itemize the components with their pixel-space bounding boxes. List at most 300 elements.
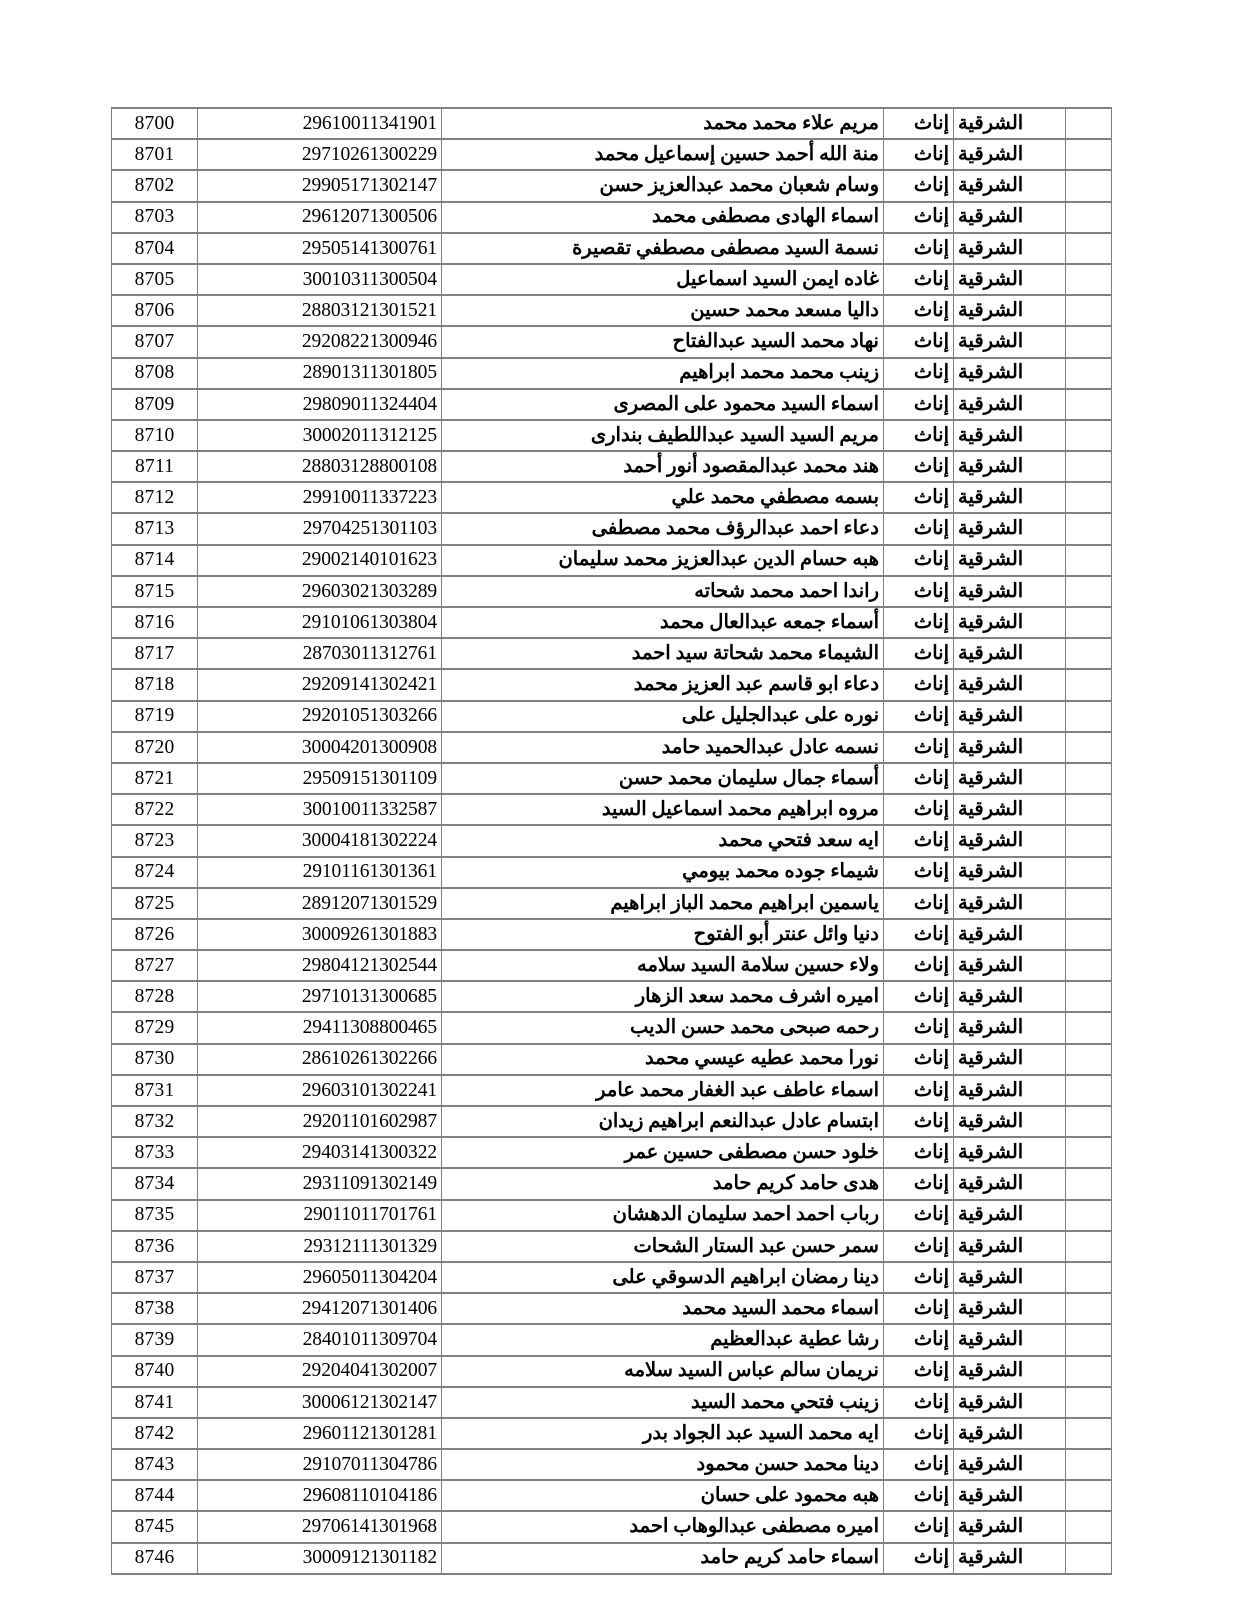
cell-national-id: 29201051303266 xyxy=(198,701,442,732)
cell-name: دعاء ابو قاسم عبد العزيز محمد xyxy=(442,669,884,700)
cell-sequence-number: 8713 xyxy=(112,513,198,544)
cell-national-id: 29710261300229 xyxy=(198,139,442,170)
cell-national-id: 28901311301805 xyxy=(198,358,442,389)
table-row xyxy=(112,202,1112,233)
cell-name: اسماء الهادى مصطفى محمد xyxy=(442,202,884,233)
cell-name: نوره على عبدالجليل على xyxy=(442,701,884,732)
table-row xyxy=(112,482,1112,513)
cell-sequence-number: 8740 xyxy=(112,1356,198,1387)
cell-national-id: 29605011304204 xyxy=(198,1262,442,1293)
table-row xyxy=(112,1262,1112,1293)
cell-name: نسمة السيد مصطفى مصطفي تقصيرة xyxy=(442,233,884,264)
cell-name: أسماء جمال سليمان محمد حسن xyxy=(442,763,884,794)
cell-spacer xyxy=(1066,389,1112,420)
cell-national-id: 29107011304786 xyxy=(198,1449,442,1480)
cell-gender: إناث xyxy=(884,420,954,451)
cell-gender: إناث xyxy=(884,950,954,981)
cell-sequence-number: 8720 xyxy=(112,732,198,763)
table-row xyxy=(112,888,1112,919)
cell-national-id: 29312111301329 xyxy=(198,1231,442,1262)
cell-gender: إناث xyxy=(884,1511,954,1542)
cell-gender: إناث xyxy=(884,794,954,825)
table-row xyxy=(112,1293,1112,1324)
cell-spacer xyxy=(1066,638,1112,669)
cell-national-id: 28703011312761 xyxy=(198,638,442,669)
cell-gender: إناث xyxy=(884,326,954,357)
cell-gender: إناث xyxy=(884,1449,954,1480)
cell-gender: إناث xyxy=(884,389,954,420)
cell-sequence-number: 8717 xyxy=(112,638,198,669)
cell-national-id: 30004181302224 xyxy=(198,825,442,856)
cell-governorate: الشرقية xyxy=(954,763,1066,794)
table-row xyxy=(112,358,1112,389)
cell-national-id: 29710131300685 xyxy=(198,981,442,1012)
cell-spacer xyxy=(1066,139,1112,170)
cell-gender: إناث xyxy=(884,576,954,607)
table-row xyxy=(112,420,1112,451)
cell-national-id: 29002140101623 xyxy=(198,545,442,576)
cell-governorate: الشرقية xyxy=(954,1200,1066,1231)
table-row xyxy=(112,1012,1112,1043)
cell-name: خلود حسن مصطفى حسين عمر xyxy=(442,1137,884,1168)
table-row xyxy=(112,1324,1112,1355)
cell-governorate: الشرقية xyxy=(954,264,1066,295)
cell-governorate: الشرقية xyxy=(954,389,1066,420)
cell-national-id: 30006121302147 xyxy=(198,1387,442,1418)
cell-name: ايه سعد فتحي محمد xyxy=(442,825,884,856)
cell-national-id: 29204041302007 xyxy=(198,1356,442,1387)
cell-gender: إناث xyxy=(884,1293,954,1324)
cell-spacer xyxy=(1066,295,1112,326)
cell-governorate: الشرقية xyxy=(954,482,1066,513)
cell-spacer xyxy=(1066,1543,1112,1574)
cell-governorate: الشرقية xyxy=(954,1231,1066,1262)
cell-governorate: الشرقية xyxy=(954,1075,1066,1106)
cell-governorate: الشرقية xyxy=(954,170,1066,201)
cell-national-id: 29209141302421 xyxy=(198,669,442,700)
cell-national-id: 28803121301521 xyxy=(198,295,442,326)
cell-spacer xyxy=(1066,763,1112,794)
cell-sequence-number: 8742 xyxy=(112,1418,198,1449)
table-row xyxy=(112,825,1112,856)
cell-gender: إناث xyxy=(884,1137,954,1168)
cell-spacer xyxy=(1066,513,1112,544)
cell-gender: إناث xyxy=(884,732,954,763)
cell-gender: إناث xyxy=(884,108,954,139)
cell-governorate: الشرقية xyxy=(954,576,1066,607)
cell-national-id: 29509151301109 xyxy=(198,763,442,794)
table-row xyxy=(112,1543,1112,1574)
cell-gender: إناث xyxy=(884,669,954,700)
cell-sequence-number: 8735 xyxy=(112,1200,198,1231)
cell-sequence-number: 8728 xyxy=(112,981,198,1012)
cell-sequence-number: 8706 xyxy=(112,295,198,326)
cell-governorate: الشرقية xyxy=(954,1511,1066,1542)
cell-gender: إناث xyxy=(884,1168,954,1199)
cell-national-id: 29601121301281 xyxy=(198,1418,442,1449)
cell-national-id: 29505141300761 xyxy=(198,233,442,264)
cell-gender: إناث xyxy=(884,763,954,794)
cell-sequence-number: 8700 xyxy=(112,108,198,139)
cell-spacer xyxy=(1066,669,1112,700)
table-row xyxy=(112,1511,1112,1542)
cell-name: دعاء احمد عبدالرؤف محمد مصطفى xyxy=(442,513,884,544)
cell-spacer xyxy=(1066,701,1112,732)
cell-spacer xyxy=(1066,1262,1112,1293)
table-row xyxy=(112,794,1112,825)
cell-gender: إناث xyxy=(884,1387,954,1418)
cell-sequence-number: 8727 xyxy=(112,950,198,981)
cell-gender: إناث xyxy=(884,1231,954,1262)
cell-governorate: الشرقية xyxy=(954,669,1066,700)
cell-sequence-number: 8734 xyxy=(112,1168,198,1199)
cell-national-id: 29804121302544 xyxy=(198,950,442,981)
cell-sequence-number: 8746 xyxy=(112,1543,198,1574)
cell-sequence-number: 8703 xyxy=(112,202,198,233)
table-row xyxy=(112,264,1112,295)
cell-sequence-number: 8719 xyxy=(112,701,198,732)
cell-spacer xyxy=(1066,1356,1112,1387)
cell-governorate: الشرقية xyxy=(954,981,1066,1012)
cell-governorate: الشرقية xyxy=(954,794,1066,825)
cell-national-id: 30009261301883 xyxy=(198,919,442,950)
cell-governorate: الشرقية xyxy=(954,513,1066,544)
cell-spacer xyxy=(1066,888,1112,919)
cell-name: رحمه صبحى محمد حسن الديب xyxy=(442,1012,884,1043)
cell-governorate: الشرقية xyxy=(954,108,1066,139)
cell-sequence-number: 8705 xyxy=(112,264,198,295)
cell-spacer xyxy=(1066,1387,1112,1418)
cell-governorate: الشرقية xyxy=(954,1137,1066,1168)
cell-spacer xyxy=(1066,1511,1112,1542)
cell-name: منة الله أحمد حسين إسماعيل محمد xyxy=(442,139,884,170)
cell-governorate: الشرقية xyxy=(954,919,1066,950)
cell-gender: إناث xyxy=(884,1262,954,1293)
table-row xyxy=(112,170,1112,201)
cell-governorate: الشرقية xyxy=(954,1044,1066,1075)
cell-governorate: الشرقية xyxy=(954,295,1066,326)
cell-governorate: الشرقية xyxy=(954,607,1066,638)
cell-sequence-number: 8738 xyxy=(112,1293,198,1324)
cell-name: ابتسام عادل عبدالنعم ابراهيم زيدان xyxy=(442,1106,884,1137)
cell-sequence-number: 8725 xyxy=(112,888,198,919)
cell-gender: إناث xyxy=(884,358,954,389)
cell-gender: إناث xyxy=(884,1324,954,1355)
cell-name: مريم علاء محمد محمد xyxy=(442,108,884,139)
cell-governorate: الشرقية xyxy=(954,857,1066,888)
cell-gender: إناث xyxy=(884,233,954,264)
cell-national-id: 29208221300946 xyxy=(198,326,442,357)
cell-governorate: الشرقية xyxy=(954,1543,1066,1574)
cell-national-id: 28803128800108 xyxy=(198,451,442,482)
cell-national-id: 30009121301182 xyxy=(198,1543,442,1574)
cell-name: زينب فتحي محمد السيد xyxy=(442,1387,884,1418)
cell-sequence-number: 8701 xyxy=(112,139,198,170)
cell-governorate: الشرقية xyxy=(954,888,1066,919)
cell-sequence-number: 8707 xyxy=(112,326,198,357)
cell-national-id: 28912071301529 xyxy=(198,888,442,919)
cell-name: راندا احمد محمد شحاته xyxy=(442,576,884,607)
roster-table xyxy=(111,107,1112,1575)
cell-spacer xyxy=(1066,1324,1112,1355)
cell-governorate: الشرقية xyxy=(954,1449,1066,1480)
cell-spacer xyxy=(1066,1168,1112,1199)
cell-spacer xyxy=(1066,1293,1112,1324)
cell-gender: إناث xyxy=(884,545,954,576)
cell-gender: إناث xyxy=(884,1200,954,1231)
cell-gender: إناث xyxy=(884,482,954,513)
cell-gender: إناث xyxy=(884,981,954,1012)
table-row xyxy=(112,950,1112,981)
cell-sequence-number: 8745 xyxy=(112,1511,198,1542)
cell-spacer xyxy=(1066,1075,1112,1106)
cell-spacer xyxy=(1066,919,1112,950)
cell-gender: إناث xyxy=(884,295,954,326)
cell-national-id: 30010311300504 xyxy=(198,264,442,295)
cell-governorate: الشرقية xyxy=(954,732,1066,763)
cell-name: اسماء السيد محمود على المصرى xyxy=(442,389,884,420)
table-row xyxy=(112,233,1112,264)
cell-national-id: 29608110104186 xyxy=(198,1480,442,1511)
cell-sequence-number: 8743 xyxy=(112,1449,198,1480)
cell-national-id: 29905171302147 xyxy=(198,170,442,201)
cell-sequence-number: 8702 xyxy=(112,170,198,201)
cell-sequence-number: 8729 xyxy=(112,1012,198,1043)
cell-governorate: الشرقية xyxy=(954,825,1066,856)
cell-governorate: الشرقية xyxy=(954,950,1066,981)
cell-sequence-number: 8715 xyxy=(112,576,198,607)
table-row xyxy=(112,1418,1112,1449)
cell-sequence-number: 8722 xyxy=(112,794,198,825)
table-row xyxy=(112,919,1112,950)
cell-spacer xyxy=(1066,1200,1112,1231)
cell-sequence-number: 8726 xyxy=(112,919,198,950)
table-row xyxy=(112,139,1112,170)
cell-national-id: 29603101302241 xyxy=(198,1075,442,1106)
cell-sequence-number: 8712 xyxy=(112,482,198,513)
cell-gender: إناث xyxy=(884,202,954,233)
cell-name: هند محمد عبدالمقصود أنور أحمد xyxy=(442,451,884,482)
cell-spacer xyxy=(1066,545,1112,576)
cell-spacer xyxy=(1066,732,1112,763)
cell-national-id: 29311091302149 xyxy=(198,1168,442,1199)
cell-sequence-number: 8730 xyxy=(112,1044,198,1075)
cell-sequence-number: 8716 xyxy=(112,607,198,638)
cell-governorate: الشرقية xyxy=(954,1480,1066,1511)
cell-governorate: الشرقية xyxy=(954,233,1066,264)
cell-name: اسماء محمد السيد محمد xyxy=(442,1293,884,1324)
table-row xyxy=(112,1356,1112,1387)
cell-national-id: 29809011324404 xyxy=(198,389,442,420)
cell-name: ياسمين ابراهيم محمد الباز ابراهيم xyxy=(442,888,884,919)
cell-name: دينا رمضان ابراهيم الدسوقي على xyxy=(442,1262,884,1293)
cell-spacer xyxy=(1066,1231,1112,1262)
table-row xyxy=(112,763,1112,794)
cell-gender: إناث xyxy=(884,857,954,888)
cell-spacer xyxy=(1066,420,1112,451)
cell-national-id: 29411308800465 xyxy=(198,1012,442,1043)
cell-spacer xyxy=(1066,1418,1112,1449)
table-row xyxy=(112,295,1112,326)
cell-gender: إناث xyxy=(884,1418,954,1449)
cell-spacer xyxy=(1066,326,1112,357)
cell-gender: إناث xyxy=(884,1044,954,1075)
cell-spacer xyxy=(1066,1480,1112,1511)
cell-spacer xyxy=(1066,981,1112,1012)
cell-name: دنيا وائل عنتر أبو الفتوح xyxy=(442,919,884,950)
cell-spacer xyxy=(1066,170,1112,201)
cell-sequence-number: 8708 xyxy=(112,358,198,389)
cell-name: رشا عطية عبدالعظيم xyxy=(442,1324,884,1355)
cell-name: بسمه مصطفي محمد علي xyxy=(442,482,884,513)
table-row xyxy=(112,701,1112,732)
cell-name: مروه ابراهيم محمد اسماعيل السيد xyxy=(442,794,884,825)
table-row xyxy=(112,326,1112,357)
cell-governorate: الشرقية xyxy=(954,1168,1066,1199)
cell-national-id: 29603021303289 xyxy=(198,576,442,607)
table-row xyxy=(112,1106,1112,1137)
cell-name: نريمان سالم عباس السيد سلامه xyxy=(442,1356,884,1387)
cell-name: رباب احمد احمد سليمان الدهشان xyxy=(442,1200,884,1231)
cell-spacer xyxy=(1066,1012,1112,1043)
cell-gender: إناث xyxy=(884,638,954,669)
cell-spacer xyxy=(1066,1137,1112,1168)
table-row xyxy=(112,607,1112,638)
cell-gender: إناث xyxy=(884,607,954,638)
cell-gender: إناث xyxy=(884,451,954,482)
cell-governorate: الشرقية xyxy=(954,202,1066,233)
cell-name: اميره اشرف محمد سعد الزهار xyxy=(442,981,884,1012)
cell-national-id: 29612071300506 xyxy=(198,202,442,233)
cell-name: غاده ايمن السيد اسماعيل xyxy=(442,264,884,295)
cell-sequence-number: 8736 xyxy=(112,1231,198,1262)
cell-name: زينب محمد محمد ابراهيم xyxy=(442,358,884,389)
cell-national-id: 28610261302266 xyxy=(198,1044,442,1075)
table-row xyxy=(112,857,1112,888)
table-row xyxy=(112,1231,1112,1262)
cell-spacer xyxy=(1066,482,1112,513)
cell-gender: إناث xyxy=(884,1106,954,1137)
cell-gender: إناث xyxy=(884,170,954,201)
cell-sequence-number: 8724 xyxy=(112,857,198,888)
cell-name: اسماء عاطف عبد الغفار محمد عامر xyxy=(442,1075,884,1106)
cell-spacer xyxy=(1066,825,1112,856)
cell-name: نهاد محمد السيد عبدالفتاح xyxy=(442,326,884,357)
cell-national-id: 29101061303804 xyxy=(198,607,442,638)
cell-national-id: 29011011701761 xyxy=(198,1200,442,1231)
cell-national-id: 29706141301968 xyxy=(198,1511,442,1542)
cell-national-id: 29412071301406 xyxy=(198,1293,442,1324)
cell-name: اسماء حامد كريم حامد xyxy=(442,1543,884,1574)
cell-sequence-number: 8731 xyxy=(112,1075,198,1106)
cell-name: هبه حسام الدين عبدالعزيز محمد سليمان xyxy=(442,545,884,576)
cell-sequence-number: 8733 xyxy=(112,1137,198,1168)
cell-gender: إناث xyxy=(884,1480,954,1511)
cell-governorate: الشرقية xyxy=(954,1293,1066,1324)
cell-sequence-number: 8709 xyxy=(112,389,198,420)
table-row xyxy=(112,545,1112,576)
cell-spacer xyxy=(1066,950,1112,981)
cell-sequence-number: 8711 xyxy=(112,451,198,482)
cell-spacer xyxy=(1066,202,1112,233)
cell-governorate: الشرقية xyxy=(954,326,1066,357)
cell-spacer xyxy=(1066,1044,1112,1075)
cell-name: اميره مصطفى عبدالوهاب احمد xyxy=(442,1511,884,1542)
table-row xyxy=(112,1168,1112,1199)
cell-sequence-number: 8723 xyxy=(112,825,198,856)
cell-gender: إناث xyxy=(884,1012,954,1043)
cell-gender: إناث xyxy=(884,825,954,856)
cell-sequence-number: 8744 xyxy=(112,1480,198,1511)
table-row xyxy=(112,389,1112,420)
cell-spacer xyxy=(1066,264,1112,295)
cell-name: ولاء حسين سلامة السيد سلامه xyxy=(442,950,884,981)
cell-national-id: 29403141300322 xyxy=(198,1137,442,1168)
cell-name: الشيماء محمد شحاتة سيد احمد xyxy=(442,638,884,669)
cell-governorate: الشرقية xyxy=(954,638,1066,669)
cell-governorate: الشرقية xyxy=(954,1356,1066,1387)
cell-sequence-number: 8718 xyxy=(112,669,198,700)
cell-spacer xyxy=(1066,1449,1112,1480)
cell-spacer xyxy=(1066,576,1112,607)
cell-name: وسام شعبان محمد عبدالعزيز حسن xyxy=(442,170,884,201)
table-row xyxy=(112,732,1112,763)
cell-governorate: الشرقية xyxy=(954,1012,1066,1043)
cell-spacer xyxy=(1066,607,1112,638)
cell-name: أسماء جمعه عبدالعال محمد xyxy=(442,607,884,638)
cell-governorate: الشرقية xyxy=(954,139,1066,170)
table-row xyxy=(112,981,1112,1012)
table-row xyxy=(112,1480,1112,1511)
cell-national-id: 29610011341901 xyxy=(198,108,442,139)
table-row xyxy=(112,1137,1112,1168)
cell-sequence-number: 8741 xyxy=(112,1387,198,1418)
roster-table-container xyxy=(112,107,1112,1575)
cell-name: ايه محمد السيد عبد الجواد بدر xyxy=(442,1418,884,1449)
cell-gender: إناث xyxy=(884,1543,954,1574)
table-row xyxy=(112,1200,1112,1231)
cell-name: هدى حامد كريم حامد xyxy=(442,1168,884,1199)
cell-spacer xyxy=(1066,233,1112,264)
cell-governorate: الشرقية xyxy=(954,1106,1066,1137)
cell-spacer xyxy=(1066,1106,1112,1137)
cell-gender: إناث xyxy=(884,701,954,732)
cell-sequence-number: 8710 xyxy=(112,420,198,451)
cell-spacer xyxy=(1066,857,1112,888)
cell-name: مريم السيد السيد عبداللطيف بندارى xyxy=(442,420,884,451)
cell-sequence-number: 8714 xyxy=(112,545,198,576)
cell-gender: إناث xyxy=(884,1356,954,1387)
cell-governorate: الشرقية xyxy=(954,701,1066,732)
cell-national-id: 30002011312125 xyxy=(198,420,442,451)
cell-governorate: الشرقية xyxy=(954,451,1066,482)
cell-sequence-number: 8737 xyxy=(112,1262,198,1293)
cell-national-id: 29704251301103 xyxy=(198,513,442,544)
cell-name: هبه محمود على حسان xyxy=(442,1480,884,1511)
cell-governorate: الشرقية xyxy=(954,358,1066,389)
cell-name: داليا مسعد محمد حسين xyxy=(442,295,884,326)
cell-gender: إناث xyxy=(884,888,954,919)
cell-gender: إناث xyxy=(884,919,954,950)
table-row xyxy=(112,1449,1112,1480)
cell-governorate: الشرقية xyxy=(954,1262,1066,1293)
table-row xyxy=(112,1044,1112,1075)
cell-gender: إناث xyxy=(884,1075,954,1106)
cell-governorate: الشرقية xyxy=(954,1324,1066,1355)
cell-name: دينا محمد حسن محمود xyxy=(442,1449,884,1480)
cell-sequence-number: 8704 xyxy=(112,233,198,264)
cell-national-id: 30010011332587 xyxy=(198,794,442,825)
